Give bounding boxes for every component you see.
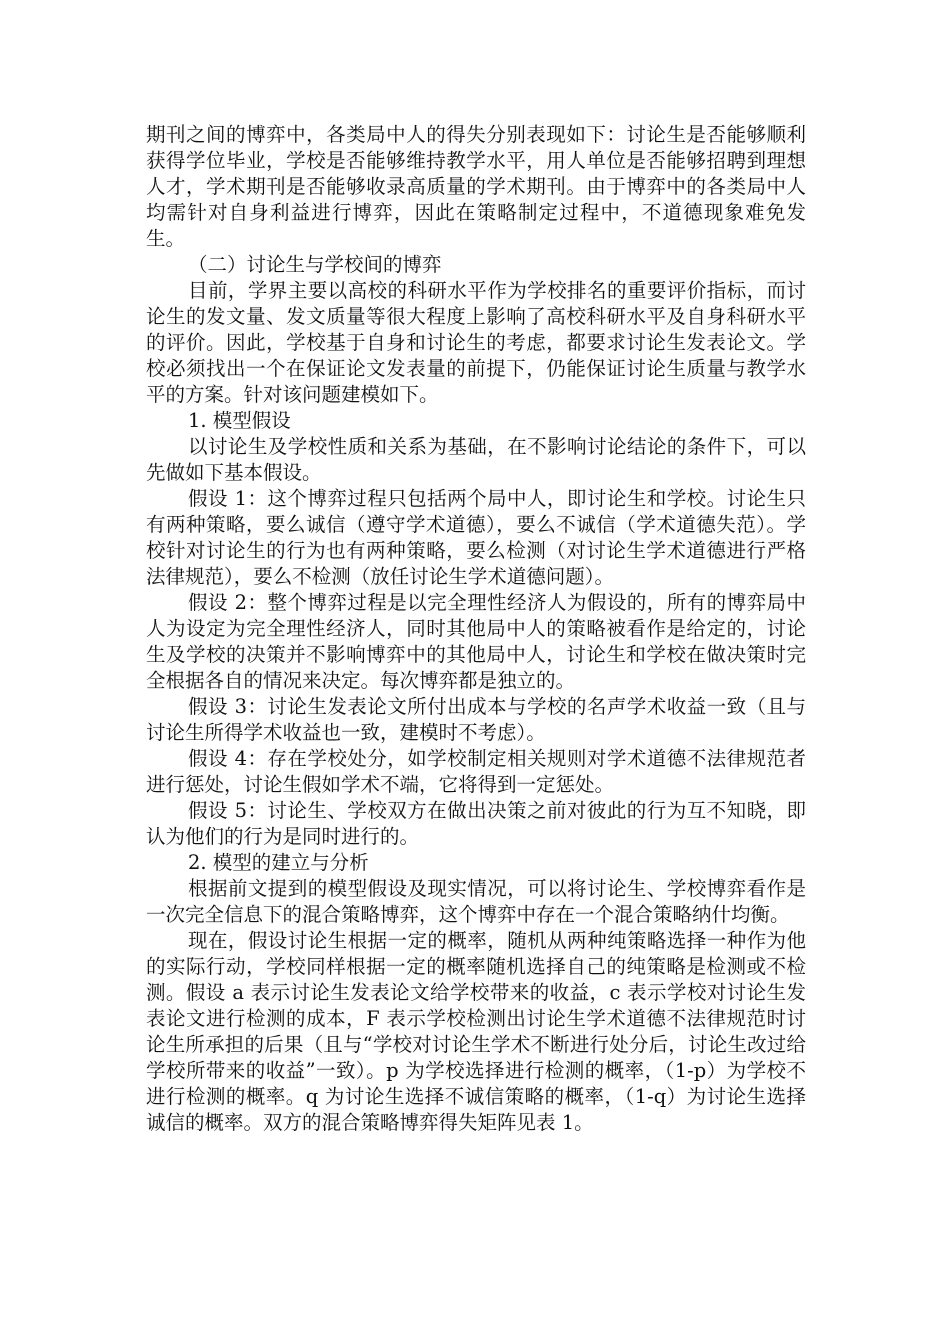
subheading-model-building: 2. 模型的建立与分析 — [188, 851, 369, 874]
paragraph-background: 目前，学界主要以高校的科研水平作为学校排名的重要评价指标，而讨论生的发文量、发文质量等很大程度上影响了高校科研水平及自身科研水平的评价。因此，学校基于自身和讨论生的考虑，都要求讨论生发表论文。学校必须找出一个在保证论文发表量的前提下，仍能保证讨论生质量与教学水平的方案。针对该问题建模如下。 — [146, 279, 806, 406]
paragraph-assumption-3: 假设 3：讨论生发表论文所付出成本与学校的名声学术收益一致（且与讨论生所得学术收益也一致，建模时不考虑）。 — [146, 695, 806, 744]
paragraph-model-intro: 根据前文提到的模型假设及现实情况，可以将讨论生、学校博弈看作是一次完全信息下的混合策略博弈，这个博弈中存在一个混合策略纳什均衡。 — [146, 877, 806, 926]
paragraph-assumption-5: 假设 5：讨论生、学校双方在做出决策之前对彼此的行为互不知晓，即认为他们的行为是同时进行的。 — [146, 799, 806, 848]
document-page — [146, 122, 806, 1136]
paragraph-model-variables: 现在，假设讨论生根据一定的概率，随机从两种纯策略选择一种作为他的实际行动，学校同样根据一定的概率随机选择自己的纯策略是检测或不检测。假设 a 表示讨论生发表论文给学校带来的收益，c 表示学校对讨论生发表论文进行检测的成本，F 表示学校检测出讨论生学术道德不法律规范时讨论生所承担的后果（且与“学校对讨论生学术不断进行处分后，讨论生改过给学校所带来的收益”一致）。p 为学校选择进行检测的概率，（1-p）为学校不进行检测的概率。q 为讨论生选择不诚信策略的概率，（1-q）为讨论生选择诚信的概率。双方的混合策略博弈得失矩阵见表 1。 — [146, 929, 806, 1134]
paragraph-intro: 期刊之间的博弈中，各类局中人的得失分别表现如下：讨论生是否能够顺利获得学位毕业，学校是否能够维持教学水平，用人单位是否能够招聘到理想人才，学术期刊是否能够收录高质量的学术期刊。由于博弈中的各类局中人均需针对自身利益进行博弈，因此在策略制定过程中，不道德现象难免发生。 — [146, 123, 806, 250]
subheading-model-assumptions: 1. 模型假设 — [188, 409, 291, 432]
paragraph-assumption-4: 假设 4：存在学校处分，如学校制定相关规则对学术道德不法律规范者进行惩处，讨论生假如学术不端，它将得到一定惩处。 — [146, 747, 806, 796]
paragraph-assumption-1: 假设 1：这个博弈过程只包括两个局中人，即讨论生和学校。讨论生只有两种策略，要么诚信（遵守学术道德），要么不诚信（学术道德失范）。学校针对讨论生的行为也有两种策略，要么检测（对讨论生学术道德进行严格法律规范），要么不检测（放任讨论生学术道德问题）。 — [146, 487, 806, 588]
section-heading-student-school-game: （二）讨论生与学校间的博弈 — [188, 253, 442, 276]
paragraph-assumptions-intro: 以讨论生及学校性质和关系为基础，在不影响讨论结论的条件下，可以先做如下基本假设。 — [146, 435, 806, 484]
paragraph-assumption-2: 假设 2：整个博弈过程是以完全理性经济人为假设的，所有的博弈局中人为设定为完全理性经济人，同时其他局中人的策略被看作是给定的，讨论生及学校的决策并不影响博弈中的其他局中人，讨论生和学校在做决策时完全根据各自的情况来决定。每次博弈都是独立的。 — [146, 591, 806, 692]
